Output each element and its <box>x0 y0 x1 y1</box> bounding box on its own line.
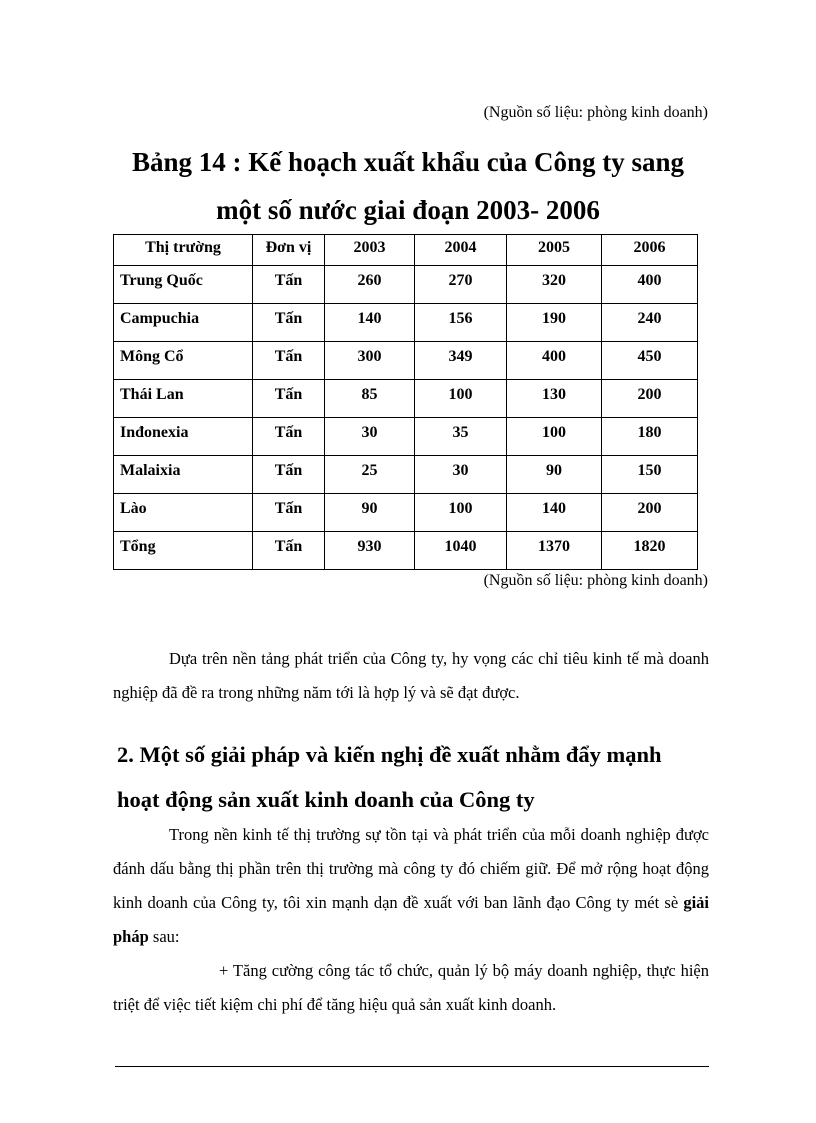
table-row <box>114 494 698 532</box>
paragraph-outlook <box>113 642 709 710</box>
cell-value: 90 <box>325 494 415 532</box>
paragraph-solutions-text <box>113 818 709 954</box>
cell-value: 25 <box>325 456 415 494</box>
cell-value: 349 <box>415 342 507 380</box>
cell-unit: Tấn <box>253 532 325 570</box>
table-row <box>114 456 698 494</box>
cell-market: Inđonexia <box>114 418 253 456</box>
cell-unit: Tấn <box>253 494 325 532</box>
source-note-bottom: (Nguồn số liệu: phòng kinh doanh) <box>483 572 708 589</box>
cell-value: 100 <box>415 380 507 418</box>
table-title-line-2: một số nước giai đoạn 2003- 2006 <box>216 195 600 225</box>
table-title-line-1: Bảng 14 : Kế hoạch xuất khẩu của Công ty sang <box>131 147 685 177</box>
header-2003: 2003 <box>325 235 415 266</box>
paragraph-solutions-intro: Trong nền kinh tế thị trường sự tồn tại và phát triển của mỗi doanh nghiệp được đánh dấu bằng thị phần trên thị trường mà công ty đó chiếm giữ. Để mở rộng hoạt động kinh doanh của Công ty, tôi xin mạnh dạn đề xuất với ban lãnh đạo Công ty mét sè <box>113 825 709 912</box>
cell-value: 190 <box>507 304 602 342</box>
table-row <box>114 418 698 456</box>
paragraph-solutions <box>113 818 709 954</box>
cell-value: 35 <box>415 418 507 456</box>
cell-value: 140 <box>507 494 602 532</box>
cell-value: 90 <box>507 456 602 494</box>
header-unit: Đơn vị <box>253 235 325 266</box>
cell-market: Campuchia <box>114 304 253 342</box>
cell-value: 150 <box>602 456 698 494</box>
table-header-row <box>114 235 698 266</box>
cell-unit: Tấn <box>253 304 325 342</box>
cell-value: 100 <box>507 418 602 456</box>
cell-market: Trung Quốc <box>114 266 253 304</box>
table-total-row <box>114 532 698 570</box>
paragraph-solutions-end: sau: <box>148 927 180 946</box>
header-2005: 2005 <box>507 235 602 266</box>
header-2006: 2006 <box>602 235 698 266</box>
cell-value: 400 <box>602 266 698 304</box>
cell-value: 156 <box>415 304 507 342</box>
bullet-text: + Tăng cường công tác tổ chức, quản lý bộ máy doanh nghiệp, thực hiện triệt để việc tiết kiệm chi phí để tăng hiệu quả sản xuất kinh doanh. <box>113 961 709 1014</box>
cell-value: 270 <box>415 266 507 304</box>
cell-value: 320 <box>507 266 602 304</box>
cell-unit: Tấn <box>253 456 325 494</box>
cell-value: 200 <box>602 494 698 532</box>
table-row <box>114 266 698 304</box>
cell-value: 30 <box>415 456 507 494</box>
cell-value: 930 <box>325 532 415 570</box>
table-row <box>114 304 698 342</box>
cell-value: 30 <box>325 418 415 456</box>
cell-market: Lào <box>114 494 253 532</box>
cell-value: 1820 <box>602 532 698 570</box>
source-note-top: (Nguồn số liệu: phòng kinh doanh) <box>483 104 708 121</box>
cell-value: 200 <box>602 380 698 418</box>
cell-market: Mông Cổ <box>114 342 253 380</box>
cell-value: 85 <box>325 380 415 418</box>
cell-value: 140 <box>325 304 415 342</box>
footer-divider <box>115 1066 709 1067</box>
header-market: Thị trường <box>114 235 253 266</box>
cell-value: 1370 <box>507 532 602 570</box>
cell-value: 300 <box>325 342 415 380</box>
cell-value: 450 <box>602 342 698 380</box>
header-2004: 2004 <box>415 235 507 266</box>
cell-value: 100 <box>415 494 507 532</box>
paragraph-solutions-bold: giải pháp <box>113 893 709 946</box>
cell-unit: Tấn <box>253 418 325 456</box>
cell-market: Thái Lan <box>114 380 253 418</box>
cell-value: 1040 <box>415 532 507 570</box>
paragraph-outlook-text: Dựa trên nền tảng phát triển của Công ty, hy vọng các chỉ tiêu kinh tế mà doanh nghiệp đã đề ra trong những năm tới là hợp lý và sẽ đạt được. <box>113 649 709 702</box>
cell-unit: Tấn <box>253 266 325 304</box>
cell-value: 130 <box>507 380 602 418</box>
table-row <box>114 380 698 418</box>
table-row <box>114 342 698 380</box>
cell-market: Malaixia <box>114 456 253 494</box>
cell-market: Tổng <box>114 532 253 570</box>
cell-unit: Tấn <box>253 380 325 418</box>
cell-value: 260 <box>325 266 415 304</box>
cell-value: 240 <box>602 304 698 342</box>
cell-value: 180 <box>602 418 698 456</box>
cell-unit: Tấn <box>253 342 325 380</box>
bullet-paragraph <box>113 954 709 1022</box>
table-title <box>100 138 716 234</box>
section-2-heading-line-1: 2. Một số giải pháp và kiến nghị đề xuất nhằm đẩy mạnh <box>117 742 662 767</box>
section-2-heading-line-2: hoạt động sản xuất kinh doanh của Công ty <box>117 787 535 812</box>
section-2-heading <box>117 732 717 822</box>
cell-value: 400 <box>507 342 602 380</box>
export-plan-table <box>113 234 698 570</box>
